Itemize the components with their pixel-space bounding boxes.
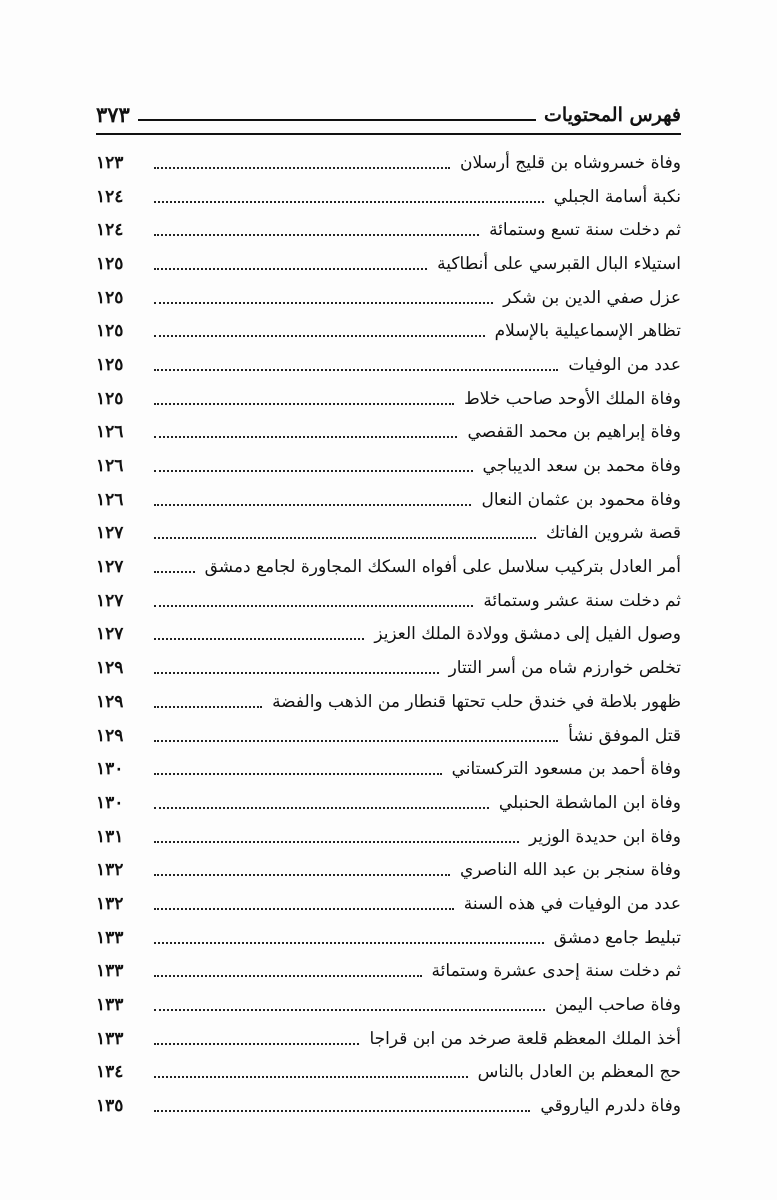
toc-entry xyxy=(96,247,681,281)
toc-entry xyxy=(96,449,681,483)
toc-entry xyxy=(96,752,681,786)
dot-leader xyxy=(154,672,439,674)
toc-entry xyxy=(96,584,681,618)
toc-entry xyxy=(96,921,681,955)
toc-entry xyxy=(96,382,681,416)
toc-entry-page-number: ١٢٥ xyxy=(96,253,124,274)
dot-leader xyxy=(154,807,489,809)
toc-entry-title: وفاة الملك الأوحد صاحب خلاط xyxy=(464,388,681,409)
toc-entry-title: عدد من الوفيات xyxy=(568,354,681,375)
toc-entry xyxy=(96,887,681,921)
toc-entry-title: وفاة أحمد بن مسعود التركستاني xyxy=(451,759,681,780)
toc-entry-title: عزل صفي الدين بن شكر xyxy=(503,287,681,308)
header-rule xyxy=(96,133,681,135)
toc-entry xyxy=(96,719,681,753)
toc-entry xyxy=(96,651,681,685)
dot-leader xyxy=(154,504,471,506)
toc-entry xyxy=(96,146,681,180)
dot-leader xyxy=(154,436,457,438)
toc-entry-page-number: ١٢٩ xyxy=(96,691,124,712)
toc-entry-page-number: ١٢٥ xyxy=(96,287,124,308)
toc-entry-title: حج المعظم بن العادل بالناس xyxy=(477,1062,681,1083)
dot-leader xyxy=(154,1110,530,1112)
toc-entry xyxy=(96,416,681,450)
toc-entry-title: وفاة ابن حديدة الوزير xyxy=(528,826,681,847)
toc-entry-page-number: ١٣٥ xyxy=(96,1096,124,1117)
toc-entry-page-number: ١٢٤ xyxy=(96,220,124,241)
toc-entry-title: ظهور بلاطة في خندق حلب تحتها قنطار من الذهب والفضة xyxy=(272,691,681,712)
toc-entry-title: وفاة خسروشاه بن قليج أرسلان xyxy=(460,152,681,173)
dot-leader xyxy=(154,571,195,573)
toc-entry xyxy=(96,483,681,517)
dot-leader xyxy=(154,1043,359,1045)
toc-entry-title: ثم دخلت سنة عشر وستمائة xyxy=(483,590,681,611)
dot-leader xyxy=(154,302,493,304)
dot-leader xyxy=(154,470,473,472)
dot-leader xyxy=(154,605,473,607)
toc-entry-title: وفاة سنجر بن عبد الله الناصري xyxy=(459,860,681,881)
toc-entry xyxy=(96,988,681,1022)
toc-entry-page-number: ١٢٥ xyxy=(96,388,124,409)
toc-entry xyxy=(96,1022,681,1056)
toc-entry-page-number: ١٣٣ xyxy=(96,961,124,982)
dot-leader xyxy=(154,234,479,236)
toc-entry xyxy=(96,955,681,989)
toc-entry xyxy=(96,786,681,820)
toc-entry-title: وفاة محمد بن سعد الديباجي xyxy=(482,456,681,477)
toc-entry xyxy=(96,348,681,382)
dot-leader xyxy=(154,1076,468,1078)
toc-entry-page-number: ١٢٧ xyxy=(96,624,124,645)
toc-entry-page-number: ١٢٧ xyxy=(96,557,124,578)
toc-entry-page-number: ١٣٣ xyxy=(96,1028,124,1049)
toc-entry-page-number: ١٢٦ xyxy=(96,456,124,477)
dot-leader xyxy=(154,706,262,708)
toc-entry-title: ثم دخلت سنة تسع وستمائة xyxy=(489,220,681,241)
dot-leader xyxy=(154,740,558,742)
toc-entry-page-number: ١٣٠ xyxy=(96,792,124,813)
toc-entry-title: أمر العادل بتركيب سلاسل على أفواه السكك المجاورة لجامع دمشق xyxy=(204,557,681,578)
toc-entry xyxy=(96,685,681,719)
toc-entry-title: تظاهر الإسماعيلية بالإسلام xyxy=(494,321,681,342)
toc-entry xyxy=(96,820,681,854)
dot-leader xyxy=(154,369,558,371)
toc-entry-page-number: ١٢٦ xyxy=(96,489,124,510)
toc-entry-page-number: ١٢٧ xyxy=(96,590,124,611)
toc-entry xyxy=(96,180,681,214)
toc-entry-page-number: ١٢٩ xyxy=(96,725,124,746)
toc-entry-page-number: ١٣٠ xyxy=(96,759,124,780)
toc-entry-title: وفاة ابن الماشطة الحنبلي xyxy=(498,792,681,813)
header-page-number: ٣٧٣ xyxy=(96,102,130,127)
dot-leader xyxy=(154,201,544,203)
toc-entry-title: قصة شروين الفاتك xyxy=(545,523,681,544)
toc-entry-page-number: ١٢٩ xyxy=(96,658,124,679)
toc-entry-title: وفاة صاحب اليمن xyxy=(555,995,681,1016)
toc-entry-page-number: ١٢٥ xyxy=(96,354,124,375)
dot-leader xyxy=(154,403,454,405)
toc-entry-title: تبليط جامع دمشق xyxy=(553,927,681,948)
toc-entry-title: نكبة أسامة الجبلي xyxy=(553,186,681,207)
dot-leader xyxy=(154,1009,545,1011)
toc-entry-page-number: ١٣١ xyxy=(96,826,124,847)
toc-entry-page-number: ١٣٢ xyxy=(96,860,124,881)
toc-entry-title: وفاة محمود بن عثمان النعال xyxy=(481,489,681,510)
toc-entry xyxy=(96,213,681,247)
toc-entry-page-number: ١٣٣ xyxy=(96,995,124,1016)
toc-entry-page-number: ١٢٦ xyxy=(96,422,124,443)
running-title: فهرس المحتويات xyxy=(544,104,681,126)
toc-entry-title: قتل الموفق نشأ xyxy=(568,725,681,746)
dot-leader xyxy=(154,841,519,843)
dot-leader xyxy=(154,773,442,775)
toc-entry-title: عدد من الوفيات في هذه السنة xyxy=(463,893,681,914)
toc-entry-title: استيلاء البال القبرسي على أنطاكية xyxy=(437,253,681,274)
toc-entry-page-number: ١٢٥ xyxy=(96,321,124,342)
toc-entry xyxy=(96,1056,681,1090)
toc-entry xyxy=(96,517,681,551)
toc-entry-title: ثم دخلت سنة إحدى عشرة وستمائة xyxy=(431,961,681,982)
toc-entry xyxy=(96,314,681,348)
toc-entry-title: وصول الفيل إلى دمشق وولادة الملك العزيز xyxy=(374,624,681,645)
page-header xyxy=(96,96,681,130)
toc-entry-title: وفاة دلدرم الياروقي xyxy=(540,1096,681,1117)
toc-entry xyxy=(96,550,681,584)
toc-entry xyxy=(96,853,681,887)
toc-entry-page-number: ١٣٣ xyxy=(96,927,124,948)
dot-leader xyxy=(154,874,450,876)
toc-entry-title: وفاة إبراهيم بن محمد القفصي xyxy=(467,422,681,443)
toc-entry xyxy=(96,1089,681,1123)
toc-entry-page-number: ١٢٤ xyxy=(96,186,124,207)
toc-entry-page-number: ١٣٢ xyxy=(96,893,124,914)
dot-leader xyxy=(154,335,485,337)
dot-leader xyxy=(154,268,427,270)
toc-entry-title: أخذ الملك المعظم قلعة صرخد من ابن قراجا xyxy=(369,1028,681,1049)
toc-entry-page-number: ١٢٧ xyxy=(96,523,124,544)
toc-entry xyxy=(96,281,681,315)
dot-leader xyxy=(154,975,422,977)
dot-leader xyxy=(154,537,536,539)
toc-entry-page-number: ١٣٤ xyxy=(96,1062,124,1083)
toc-entry xyxy=(96,618,681,652)
dot-leader xyxy=(154,638,364,640)
table-of-contents xyxy=(96,146,681,1123)
dot-leader xyxy=(154,167,450,169)
toc-entry-page-number: ١٢٣ xyxy=(96,152,124,173)
header-dash xyxy=(138,119,536,121)
dot-leader xyxy=(154,908,454,910)
toc-entry-title: تخلص خوارزم شاه من أسر التتار xyxy=(448,658,681,679)
dot-leader xyxy=(154,942,544,944)
